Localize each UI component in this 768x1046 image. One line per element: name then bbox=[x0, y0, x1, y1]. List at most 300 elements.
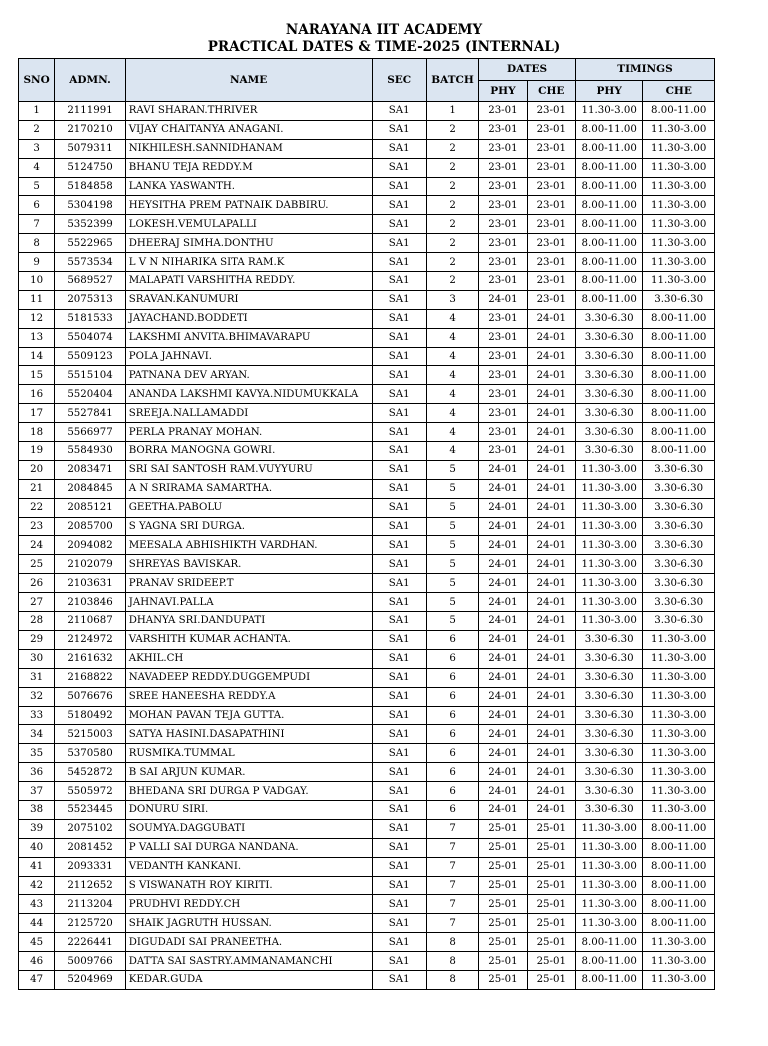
sno-cell: 30 bbox=[19, 649, 55, 668]
date-che-cell: 23-01 bbox=[527, 102, 575, 121]
sno-cell: 41 bbox=[19, 857, 55, 876]
batch-cell: 6 bbox=[426, 725, 478, 744]
admn-cell: 2085121 bbox=[55, 498, 126, 517]
name-cell: MOHAN PAVAN TEJA GUTTA. bbox=[125, 706, 372, 725]
batch-cell: 2 bbox=[426, 215, 478, 234]
sno-cell: 37 bbox=[19, 782, 55, 801]
time-phy-cell: 3.30-6.30 bbox=[575, 309, 642, 328]
sno-cell: 2 bbox=[19, 120, 55, 139]
date-phy-cell: 24-01 bbox=[479, 479, 527, 498]
time-che-cell: 11.30-3.00 bbox=[643, 800, 715, 819]
table-row bbox=[19, 272, 715, 291]
batch-cell: 5 bbox=[426, 517, 478, 536]
admn-cell: 2111991 bbox=[55, 102, 126, 121]
sec-cell: SA1 bbox=[372, 498, 426, 517]
time-phy-cell: 3.30-6.30 bbox=[575, 800, 642, 819]
date-phy-cell: 23-01 bbox=[479, 347, 527, 366]
batch-cell: 7 bbox=[426, 876, 478, 895]
sec-cell: SA1 bbox=[372, 593, 426, 612]
time-che-cell: 8.00-11.00 bbox=[643, 366, 715, 385]
name-cell: DIGUDADI SAI PRANEETHA. bbox=[125, 933, 372, 952]
name-cell: PERLA PRANAY MOHAN. bbox=[125, 423, 372, 442]
sno-cell: 17 bbox=[19, 404, 55, 423]
date-phy-cell: 23-01 bbox=[479, 215, 527, 234]
date-phy-cell: 24-01 bbox=[479, 555, 527, 574]
sec-cell: SA1 bbox=[372, 649, 426, 668]
date-phy-cell: 24-01 bbox=[479, 687, 527, 706]
table-row bbox=[19, 668, 715, 687]
batch-cell: 2 bbox=[426, 272, 478, 291]
time-che-cell: 11.30-3.00 bbox=[643, 687, 715, 706]
date-phy-cell: 24-01 bbox=[479, 763, 527, 782]
table-row bbox=[19, 725, 715, 744]
sno-cell: 43 bbox=[19, 895, 55, 914]
time-che-cell: 11.30-3.00 bbox=[643, 782, 715, 801]
table-row bbox=[19, 215, 715, 234]
sec-cell: SA1 bbox=[372, 744, 426, 763]
batch-cell: 6 bbox=[426, 630, 478, 649]
admn-cell: 5505972 bbox=[55, 782, 126, 801]
header-timings-phy: PHY bbox=[575, 81, 642, 102]
name-cell: HEYSITHA PREM PATNAIK DABBIRU. bbox=[125, 196, 372, 215]
table-row bbox=[19, 102, 715, 121]
table-row bbox=[19, 234, 715, 253]
batch-cell: 7 bbox=[426, 914, 478, 933]
sec-cell: SA1 bbox=[372, 668, 426, 687]
time-phy-cell: 3.30-6.30 bbox=[575, 687, 642, 706]
admn-cell: 5079311 bbox=[55, 139, 126, 158]
date-che-cell: 25-01 bbox=[527, 933, 575, 952]
sec-cell: SA1 bbox=[372, 309, 426, 328]
time-che-cell: 11.30-3.00 bbox=[643, 630, 715, 649]
sno-cell: 13 bbox=[19, 328, 55, 347]
date-che-cell: 23-01 bbox=[527, 215, 575, 234]
admn-cell: 2084845 bbox=[55, 479, 126, 498]
header-timings-che: CHE bbox=[643, 81, 715, 102]
table-row bbox=[19, 857, 715, 876]
batch-cell: 6 bbox=[426, 763, 478, 782]
batch-cell: 7 bbox=[426, 819, 478, 838]
name-cell: SREE HANEESHA REDDY.A bbox=[125, 687, 372, 706]
sno-cell: 6 bbox=[19, 196, 55, 215]
time-phy-cell: 8.00-11.00 bbox=[575, 139, 642, 158]
sec-cell: SA1 bbox=[372, 555, 426, 574]
date-che-cell: 24-01 bbox=[527, 423, 575, 442]
date-che-cell: 24-01 bbox=[527, 460, 575, 479]
sec-cell: SA1 bbox=[372, 215, 426, 234]
batch-cell: 4 bbox=[426, 442, 478, 461]
sec-cell: SA1 bbox=[372, 838, 426, 857]
admn-cell: 5523445 bbox=[55, 800, 126, 819]
batch-cell: 7 bbox=[426, 838, 478, 857]
time-che-cell: 3.30-6.30 bbox=[643, 290, 715, 309]
date-phy-cell: 25-01 bbox=[479, 933, 527, 952]
name-cell: LANKA YASWANTH. bbox=[125, 177, 372, 196]
table-row bbox=[19, 196, 715, 215]
admn-cell: 2094082 bbox=[55, 536, 126, 555]
sec-cell: SA1 bbox=[372, 782, 426, 801]
date-phy-cell: 24-01 bbox=[479, 290, 527, 309]
header-timings: TIMINGS bbox=[575, 59, 714, 81]
table-row bbox=[19, 517, 715, 536]
date-che-cell: 23-01 bbox=[527, 253, 575, 272]
batch-cell: 3 bbox=[426, 290, 478, 309]
table-row bbox=[19, 593, 715, 612]
sec-cell: SA1 bbox=[372, 517, 426, 536]
sec-cell: SA1 bbox=[372, 914, 426, 933]
time-che-cell: 3.30-6.30 bbox=[643, 479, 715, 498]
sno-cell: 7 bbox=[19, 215, 55, 234]
time-phy-cell: 11.30-3.00 bbox=[575, 838, 642, 857]
date-phy-cell: 24-01 bbox=[479, 668, 527, 687]
admn-cell: 2093331 bbox=[55, 857, 126, 876]
time-phy-cell: 3.30-6.30 bbox=[575, 782, 642, 801]
time-phy-cell: 8.00-11.00 bbox=[575, 253, 642, 272]
date-che-cell: 23-01 bbox=[527, 177, 575, 196]
time-che-cell: 11.30-3.00 bbox=[643, 668, 715, 687]
name-cell: RUSMIKA.TUMMAL bbox=[125, 744, 372, 763]
date-phy-cell: 24-01 bbox=[479, 630, 527, 649]
table-row bbox=[19, 309, 715, 328]
name-cell: GEETHA.PABOLU bbox=[125, 498, 372, 517]
date-phy-cell: 23-01 bbox=[479, 196, 527, 215]
date-phy-cell: 23-01 bbox=[479, 404, 527, 423]
batch-cell: 4 bbox=[426, 366, 478, 385]
time-che-cell: 11.30-3.00 bbox=[643, 158, 715, 177]
admn-cell: 2075313 bbox=[55, 290, 126, 309]
table-row bbox=[19, 876, 715, 895]
date-phy-cell: 24-01 bbox=[479, 744, 527, 763]
sec-cell: SA1 bbox=[372, 234, 426, 253]
date-che-cell: 23-01 bbox=[527, 158, 575, 177]
sno-cell: 34 bbox=[19, 725, 55, 744]
sno-cell: 47 bbox=[19, 970, 55, 989]
sno-cell: 26 bbox=[19, 574, 55, 593]
time-che-cell: 11.30-3.00 bbox=[643, 763, 715, 782]
time-che-cell: 3.30-6.30 bbox=[643, 498, 715, 517]
date-phy-cell: 25-01 bbox=[479, 876, 527, 895]
time-phy-cell: 3.30-6.30 bbox=[575, 366, 642, 385]
admn-cell: 5584930 bbox=[55, 442, 126, 461]
sec-cell: SA1 bbox=[372, 404, 426, 423]
date-phy-cell: 25-01 bbox=[479, 914, 527, 933]
time-phy-cell: 8.00-11.00 bbox=[575, 290, 642, 309]
sno-cell: 31 bbox=[19, 668, 55, 687]
time-phy-cell: 11.30-3.00 bbox=[575, 555, 642, 574]
sno-cell: 35 bbox=[19, 744, 55, 763]
date-che-cell: 24-01 bbox=[527, 479, 575, 498]
date-che-cell: 24-01 bbox=[527, 800, 575, 819]
batch-cell: 6 bbox=[426, 706, 478, 725]
sec-cell: SA1 bbox=[372, 933, 426, 952]
batch-cell: 4 bbox=[426, 347, 478, 366]
sno-cell: 16 bbox=[19, 385, 55, 404]
admn-cell: 2113204 bbox=[55, 895, 126, 914]
date-phy-cell: 25-01 bbox=[479, 895, 527, 914]
table-row bbox=[19, 404, 715, 423]
sno-cell: 23 bbox=[19, 517, 55, 536]
sno-cell: 12 bbox=[19, 309, 55, 328]
date-che-cell: 23-01 bbox=[527, 196, 575, 215]
time-phy-cell: 8.00-11.00 bbox=[575, 952, 642, 971]
document-title: NARAYANA IIT ACADEMY bbox=[285, 22, 483, 38]
date-che-cell: 24-01 bbox=[527, 385, 575, 404]
sec-cell: SA1 bbox=[372, 876, 426, 895]
date-che-cell: 23-01 bbox=[527, 272, 575, 291]
time-che-cell: 3.30-6.30 bbox=[643, 612, 715, 631]
sno-cell: 22 bbox=[19, 498, 55, 517]
admn-cell: 5527841 bbox=[55, 404, 126, 423]
batch-cell: 7 bbox=[426, 857, 478, 876]
time-phy-cell: 3.30-6.30 bbox=[575, 630, 642, 649]
table-row bbox=[19, 649, 715, 668]
sno-cell: 44 bbox=[19, 914, 55, 933]
batch-cell: 6 bbox=[426, 649, 478, 668]
table-row bbox=[19, 366, 715, 385]
admn-cell: 5076676 bbox=[55, 687, 126, 706]
date-che-cell: 24-01 bbox=[527, 782, 575, 801]
date-che-cell: 25-01 bbox=[527, 876, 575, 895]
table-row bbox=[19, 139, 715, 158]
date-che-cell: 24-01 bbox=[527, 574, 575, 593]
table-row bbox=[19, 782, 715, 801]
date-phy-cell: 24-01 bbox=[479, 649, 527, 668]
sno-cell: 8 bbox=[19, 234, 55, 253]
admn-cell: 5180492 bbox=[55, 706, 126, 725]
table-row bbox=[19, 895, 715, 914]
sno-cell: 32 bbox=[19, 687, 55, 706]
table-row bbox=[19, 120, 715, 139]
batch-cell: 8 bbox=[426, 933, 478, 952]
time-phy-cell: 11.30-3.00 bbox=[575, 498, 642, 517]
date-che-cell: 25-01 bbox=[527, 857, 575, 876]
batch-cell: 5 bbox=[426, 536, 478, 555]
admn-cell: 2226441 bbox=[55, 933, 126, 952]
time-che-cell: 11.30-3.00 bbox=[643, 253, 715, 272]
sec-cell: SA1 bbox=[372, 385, 426, 404]
sno-cell: 46 bbox=[19, 952, 55, 971]
date-phy-cell: 25-01 bbox=[479, 970, 527, 989]
sec-cell: SA1 bbox=[372, 895, 426, 914]
time-che-cell: 11.30-3.00 bbox=[643, 234, 715, 253]
sec-cell: SA1 bbox=[372, 630, 426, 649]
name-cell: KEDAR.GUDA bbox=[125, 970, 372, 989]
time-che-cell: 8.00-11.00 bbox=[643, 102, 715, 121]
date-phy-cell: 23-01 bbox=[479, 366, 527, 385]
sno-cell: 42 bbox=[19, 876, 55, 895]
table-row bbox=[19, 158, 715, 177]
name-cell: SREEJA.NALLAMADDI bbox=[125, 404, 372, 423]
date-phy-cell: 24-01 bbox=[479, 593, 527, 612]
time-phy-cell: 8.00-11.00 bbox=[575, 158, 642, 177]
time-che-cell: 11.30-3.00 bbox=[643, 970, 715, 989]
admn-cell: 5215003 bbox=[55, 725, 126, 744]
sno-cell: 21 bbox=[19, 479, 55, 498]
date-phy-cell: 25-01 bbox=[479, 857, 527, 876]
table-row bbox=[19, 253, 715, 272]
sec-cell: SA1 bbox=[372, 536, 426, 555]
date-phy-cell: 23-01 bbox=[479, 442, 527, 461]
time-che-cell: 8.00-11.00 bbox=[643, 876, 715, 895]
table-row bbox=[19, 290, 715, 309]
time-che-cell: 8.00-11.00 bbox=[643, 404, 715, 423]
name-cell: LOKESH.VEMULAPALLI bbox=[125, 215, 372, 234]
date-phy-cell: 24-01 bbox=[479, 612, 527, 631]
date-phy-cell: 25-01 bbox=[479, 838, 527, 857]
date-che-cell: 23-01 bbox=[527, 139, 575, 158]
admn-cell: 5520404 bbox=[55, 385, 126, 404]
sno-cell: 5 bbox=[19, 177, 55, 196]
batch-cell: 2 bbox=[426, 177, 478, 196]
time-phy-cell: 11.30-3.00 bbox=[575, 876, 642, 895]
name-cell: SHAIK JAGRUTH HUSSAN. bbox=[125, 914, 372, 933]
time-che-cell: 11.30-3.00 bbox=[643, 196, 715, 215]
sec-cell: SA1 bbox=[372, 272, 426, 291]
sec-cell: SA1 bbox=[372, 819, 426, 838]
time-che-cell: 3.30-6.30 bbox=[643, 574, 715, 593]
schedule-table bbox=[18, 58, 715, 990]
time-phy-cell: 11.30-3.00 bbox=[575, 593, 642, 612]
batch-cell: 4 bbox=[426, 328, 478, 347]
admn-cell: 2083471 bbox=[55, 460, 126, 479]
batch-cell: 8 bbox=[426, 970, 478, 989]
time-che-cell: 3.30-6.30 bbox=[643, 517, 715, 536]
table-row bbox=[19, 819, 715, 838]
time-che-cell: 8.00-11.00 bbox=[643, 309, 715, 328]
date-phy-cell: 25-01 bbox=[479, 952, 527, 971]
date-phy-cell: 24-01 bbox=[479, 460, 527, 479]
time-phy-cell: 3.30-6.30 bbox=[575, 423, 642, 442]
time-phy-cell: 8.00-11.00 bbox=[575, 272, 642, 291]
admn-cell: 5566977 bbox=[55, 423, 126, 442]
time-che-cell: 8.00-11.00 bbox=[643, 819, 715, 838]
sec-cell: SA1 bbox=[372, 442, 426, 461]
table-row bbox=[19, 933, 715, 952]
sec-cell: SA1 bbox=[372, 460, 426, 479]
sno-cell: 10 bbox=[19, 272, 55, 291]
date-che-cell: 24-01 bbox=[527, 366, 575, 385]
date-phy-cell: 23-01 bbox=[479, 102, 527, 121]
name-cell: SRAVAN.KANUMURI bbox=[125, 290, 372, 309]
table-row bbox=[19, 385, 715, 404]
batch-cell: 5 bbox=[426, 555, 478, 574]
sec-cell: SA1 bbox=[372, 158, 426, 177]
sec-cell: SA1 bbox=[372, 328, 426, 347]
admn-cell: 2103631 bbox=[55, 574, 126, 593]
sno-cell: 11 bbox=[19, 290, 55, 309]
sec-cell: SA1 bbox=[372, 800, 426, 819]
batch-cell: 6 bbox=[426, 744, 478, 763]
date-che-cell: 23-01 bbox=[527, 120, 575, 139]
sec-cell: SA1 bbox=[372, 687, 426, 706]
header-name: NAME bbox=[125, 59, 372, 102]
name-cell: SRI SAI SANTOSH RAM.VUYYURU bbox=[125, 460, 372, 479]
time-phy-cell: 8.00-11.00 bbox=[575, 120, 642, 139]
date-phy-cell: 24-01 bbox=[479, 536, 527, 555]
table-row bbox=[19, 347, 715, 366]
sno-cell: 9 bbox=[19, 253, 55, 272]
date-che-cell: 25-01 bbox=[527, 895, 575, 914]
batch-cell: 6 bbox=[426, 782, 478, 801]
name-cell: SOUMYA.DAGGUBATI bbox=[125, 819, 372, 838]
sec-cell: SA1 bbox=[372, 952, 426, 971]
sec-cell: SA1 bbox=[372, 970, 426, 989]
name-cell: LAKSHMI ANVITA.BHIMAVARAPU bbox=[125, 328, 372, 347]
name-cell: BHANU TEJA REDDY.M bbox=[125, 158, 372, 177]
batch-cell: 2 bbox=[426, 253, 478, 272]
admn-cell: 5504074 bbox=[55, 328, 126, 347]
batch-cell: 2 bbox=[426, 158, 478, 177]
sec-cell: SA1 bbox=[372, 102, 426, 121]
sno-cell: 29 bbox=[19, 630, 55, 649]
time-phy-cell: 11.30-3.00 bbox=[575, 102, 642, 121]
name-cell: JAHNAVI.PALLA bbox=[125, 593, 372, 612]
table-row bbox=[19, 536, 715, 555]
batch-cell: 5 bbox=[426, 574, 478, 593]
sec-cell: SA1 bbox=[372, 347, 426, 366]
sec-cell: SA1 bbox=[372, 763, 426, 782]
name-cell: P VALLI SAI DURGA NANDANA. bbox=[125, 838, 372, 857]
date-che-cell: 25-01 bbox=[527, 914, 575, 933]
admn-cell: 2124972 bbox=[55, 630, 126, 649]
name-cell: NAVADEEP REDDY.DUGGEMPUDI bbox=[125, 668, 372, 687]
sec-cell: SA1 bbox=[372, 706, 426, 725]
time-phy-cell: 3.30-6.30 bbox=[575, 668, 642, 687]
admn-cell: 5452872 bbox=[55, 763, 126, 782]
table-row bbox=[19, 687, 715, 706]
time-che-cell: 11.30-3.00 bbox=[643, 177, 715, 196]
time-phy-cell: 11.30-3.00 bbox=[575, 536, 642, 555]
date-phy-cell: 24-01 bbox=[479, 498, 527, 517]
sec-cell: SA1 bbox=[372, 290, 426, 309]
date-che-cell: 24-01 bbox=[527, 706, 575, 725]
name-cell: DHANYA SRI.DANDUPATI bbox=[125, 612, 372, 631]
sno-cell: 27 bbox=[19, 593, 55, 612]
time-che-cell: 8.00-11.00 bbox=[643, 857, 715, 876]
admn-cell: 2103846 bbox=[55, 593, 126, 612]
date-che-cell: 24-01 bbox=[527, 744, 575, 763]
time-phy-cell: 11.30-3.00 bbox=[575, 574, 642, 593]
admn-cell: 5509123 bbox=[55, 347, 126, 366]
time-che-cell: 11.30-3.00 bbox=[643, 139, 715, 158]
name-cell: VEDANTH KANKANI. bbox=[125, 857, 372, 876]
time-phy-cell: 3.30-6.30 bbox=[575, 404, 642, 423]
name-cell: VIJAY CHAITANYA ANAGANI. bbox=[125, 120, 372, 139]
date-phy-cell: 23-01 bbox=[479, 272, 527, 291]
name-cell: BORRA MANOGNA GOWRI. bbox=[125, 442, 372, 461]
time-che-cell: 11.30-3.00 bbox=[643, 215, 715, 234]
date-phy-cell: 23-01 bbox=[479, 234, 527, 253]
time-phy-cell: 8.00-11.00 bbox=[575, 970, 642, 989]
sno-cell: 14 bbox=[19, 347, 55, 366]
table-row bbox=[19, 479, 715, 498]
date-che-cell: 24-01 bbox=[527, 404, 575, 423]
sno-cell: 18 bbox=[19, 423, 55, 442]
date-che-cell: 24-01 bbox=[527, 649, 575, 668]
date-phy-cell: 23-01 bbox=[479, 423, 527, 442]
time-che-cell: 11.30-3.00 bbox=[643, 744, 715, 763]
time-che-cell: 8.00-11.00 bbox=[643, 385, 715, 404]
admn-cell: 2085700 bbox=[55, 517, 126, 536]
date-che-cell: 24-01 bbox=[527, 593, 575, 612]
date-phy-cell: 23-01 bbox=[479, 328, 527, 347]
time-phy-cell: 11.30-3.00 bbox=[575, 857, 642, 876]
time-phy-cell: 11.30-3.00 bbox=[575, 479, 642, 498]
date-che-cell: 23-01 bbox=[527, 290, 575, 309]
admn-cell: 2170210 bbox=[55, 120, 126, 139]
time-phy-cell: 3.30-6.30 bbox=[575, 706, 642, 725]
sno-cell: 15 bbox=[19, 366, 55, 385]
